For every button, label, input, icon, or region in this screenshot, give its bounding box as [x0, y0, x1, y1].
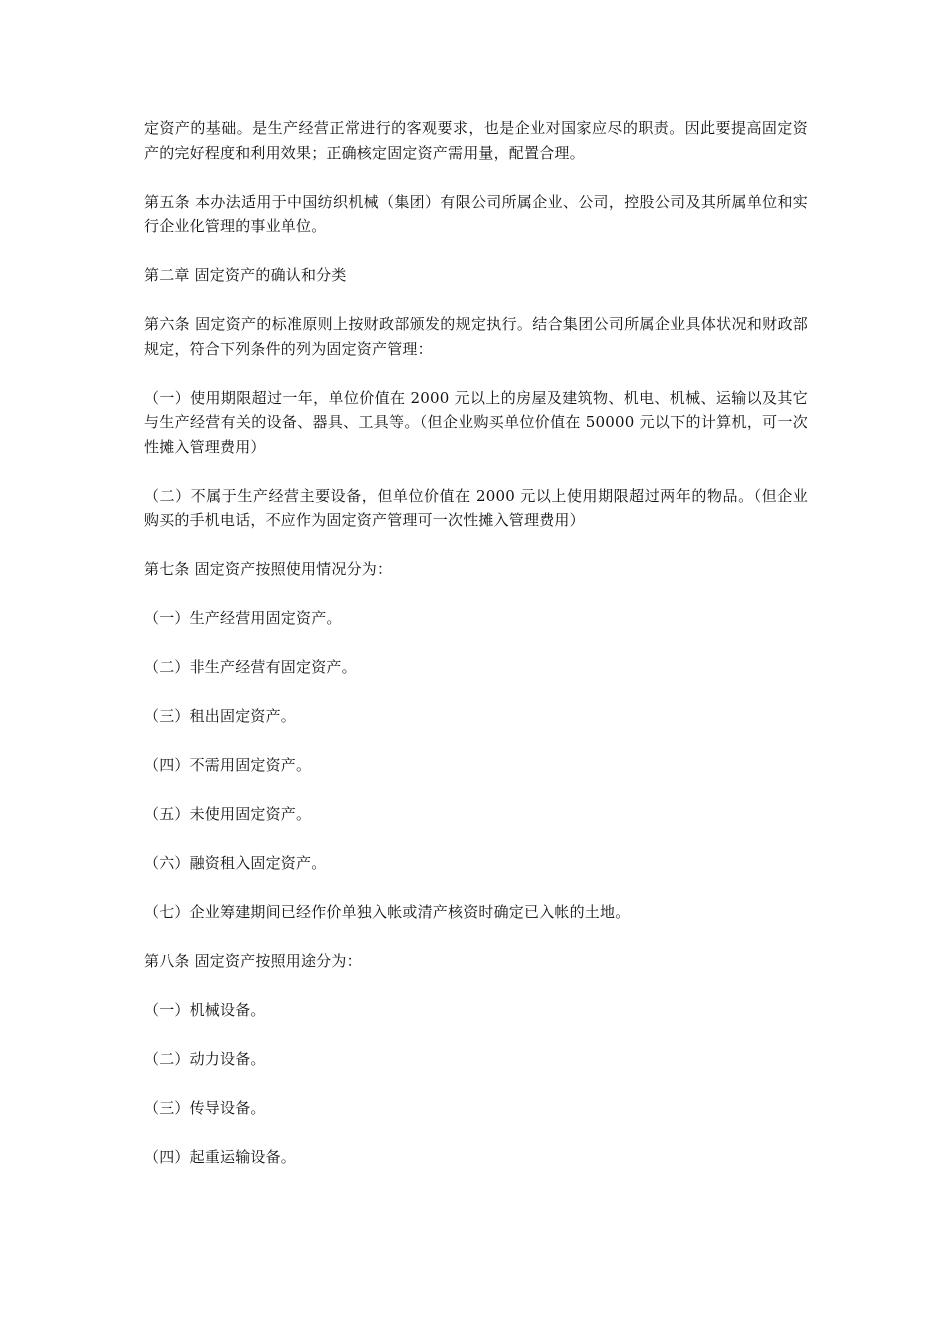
list-item: （三）传导设备。	[144, 1099, 266, 1117]
list-item: （六）融资租入固定资产。	[144, 854, 327, 872]
list-item: （四）起重运输设备。	[144, 1148, 297, 1166]
article-7-paragraph: 第七条 固定资产按照使用情况分为：	[144, 560, 393, 578]
list-item: （四）不需用固定资产。	[144, 756, 312, 774]
list-item: （三）租出固定资产。	[144, 707, 297, 725]
article-5-paragraph: 第五条 本办法适用于中国纺织机械（集团）有限公司所属企业、公司，控股公司及其所属单位和实行企业化管理的事业单位。	[144, 192, 808, 235]
list-item: （一）生产经营用固定资产。	[144, 609, 342, 627]
chapter-2-heading: 第二章 固定资产的确认和分类	[144, 266, 347, 284]
article-6-paragraph: 第六条 固定资产的标准原则上按财政部颁发的规定执行。结合集团公司所属企业具体状况和财政部规定，符合下列条件的列为固定资产管理：	[144, 315, 808, 358]
list-item: （七）企业筹建期间已经作价单独入帐或清产核资时确定已入帐的土地。	[144, 903, 631, 921]
list-item: （一）使用期限超过一年，单位价值在 2000 元以上的房屋及建筑物、机电、机械、运输以及其它与生产经营有关的设备、器具、工具等。（但企业购买单位价值在 50000 元以下的计算机，可一次性摊入管理费用）	[144, 388, 808, 456]
paragraph: 定资产的基础。是生产经营正常进行的客观要求，也是企业对国家应尽的职责。因此要提高固定资产的完好程度和利用效果；正确核定固定资产需用量，配置合理。	[144, 119, 808, 162]
list-item: （五）未使用固定资产。	[144, 805, 312, 823]
document-body	[144, 116, 808, 1194]
list-item: （一）机械设备。	[144, 1001, 266, 1019]
list-item: （二）不属于生产经营主要设备，但单位价值在 2000 元以上使用期限超过两年的物品。（但企业购买的手机电话，不应作为固定资产管理可一次性摊入管理费用）	[144, 486, 808, 529]
list-item: （二）非生产经营有固定资产。	[144, 658, 357, 676]
list-item: （二）动力设备。	[144, 1050, 266, 1068]
article-8-paragraph: 第八条 固定资产按照用途分为：	[144, 952, 362, 970]
